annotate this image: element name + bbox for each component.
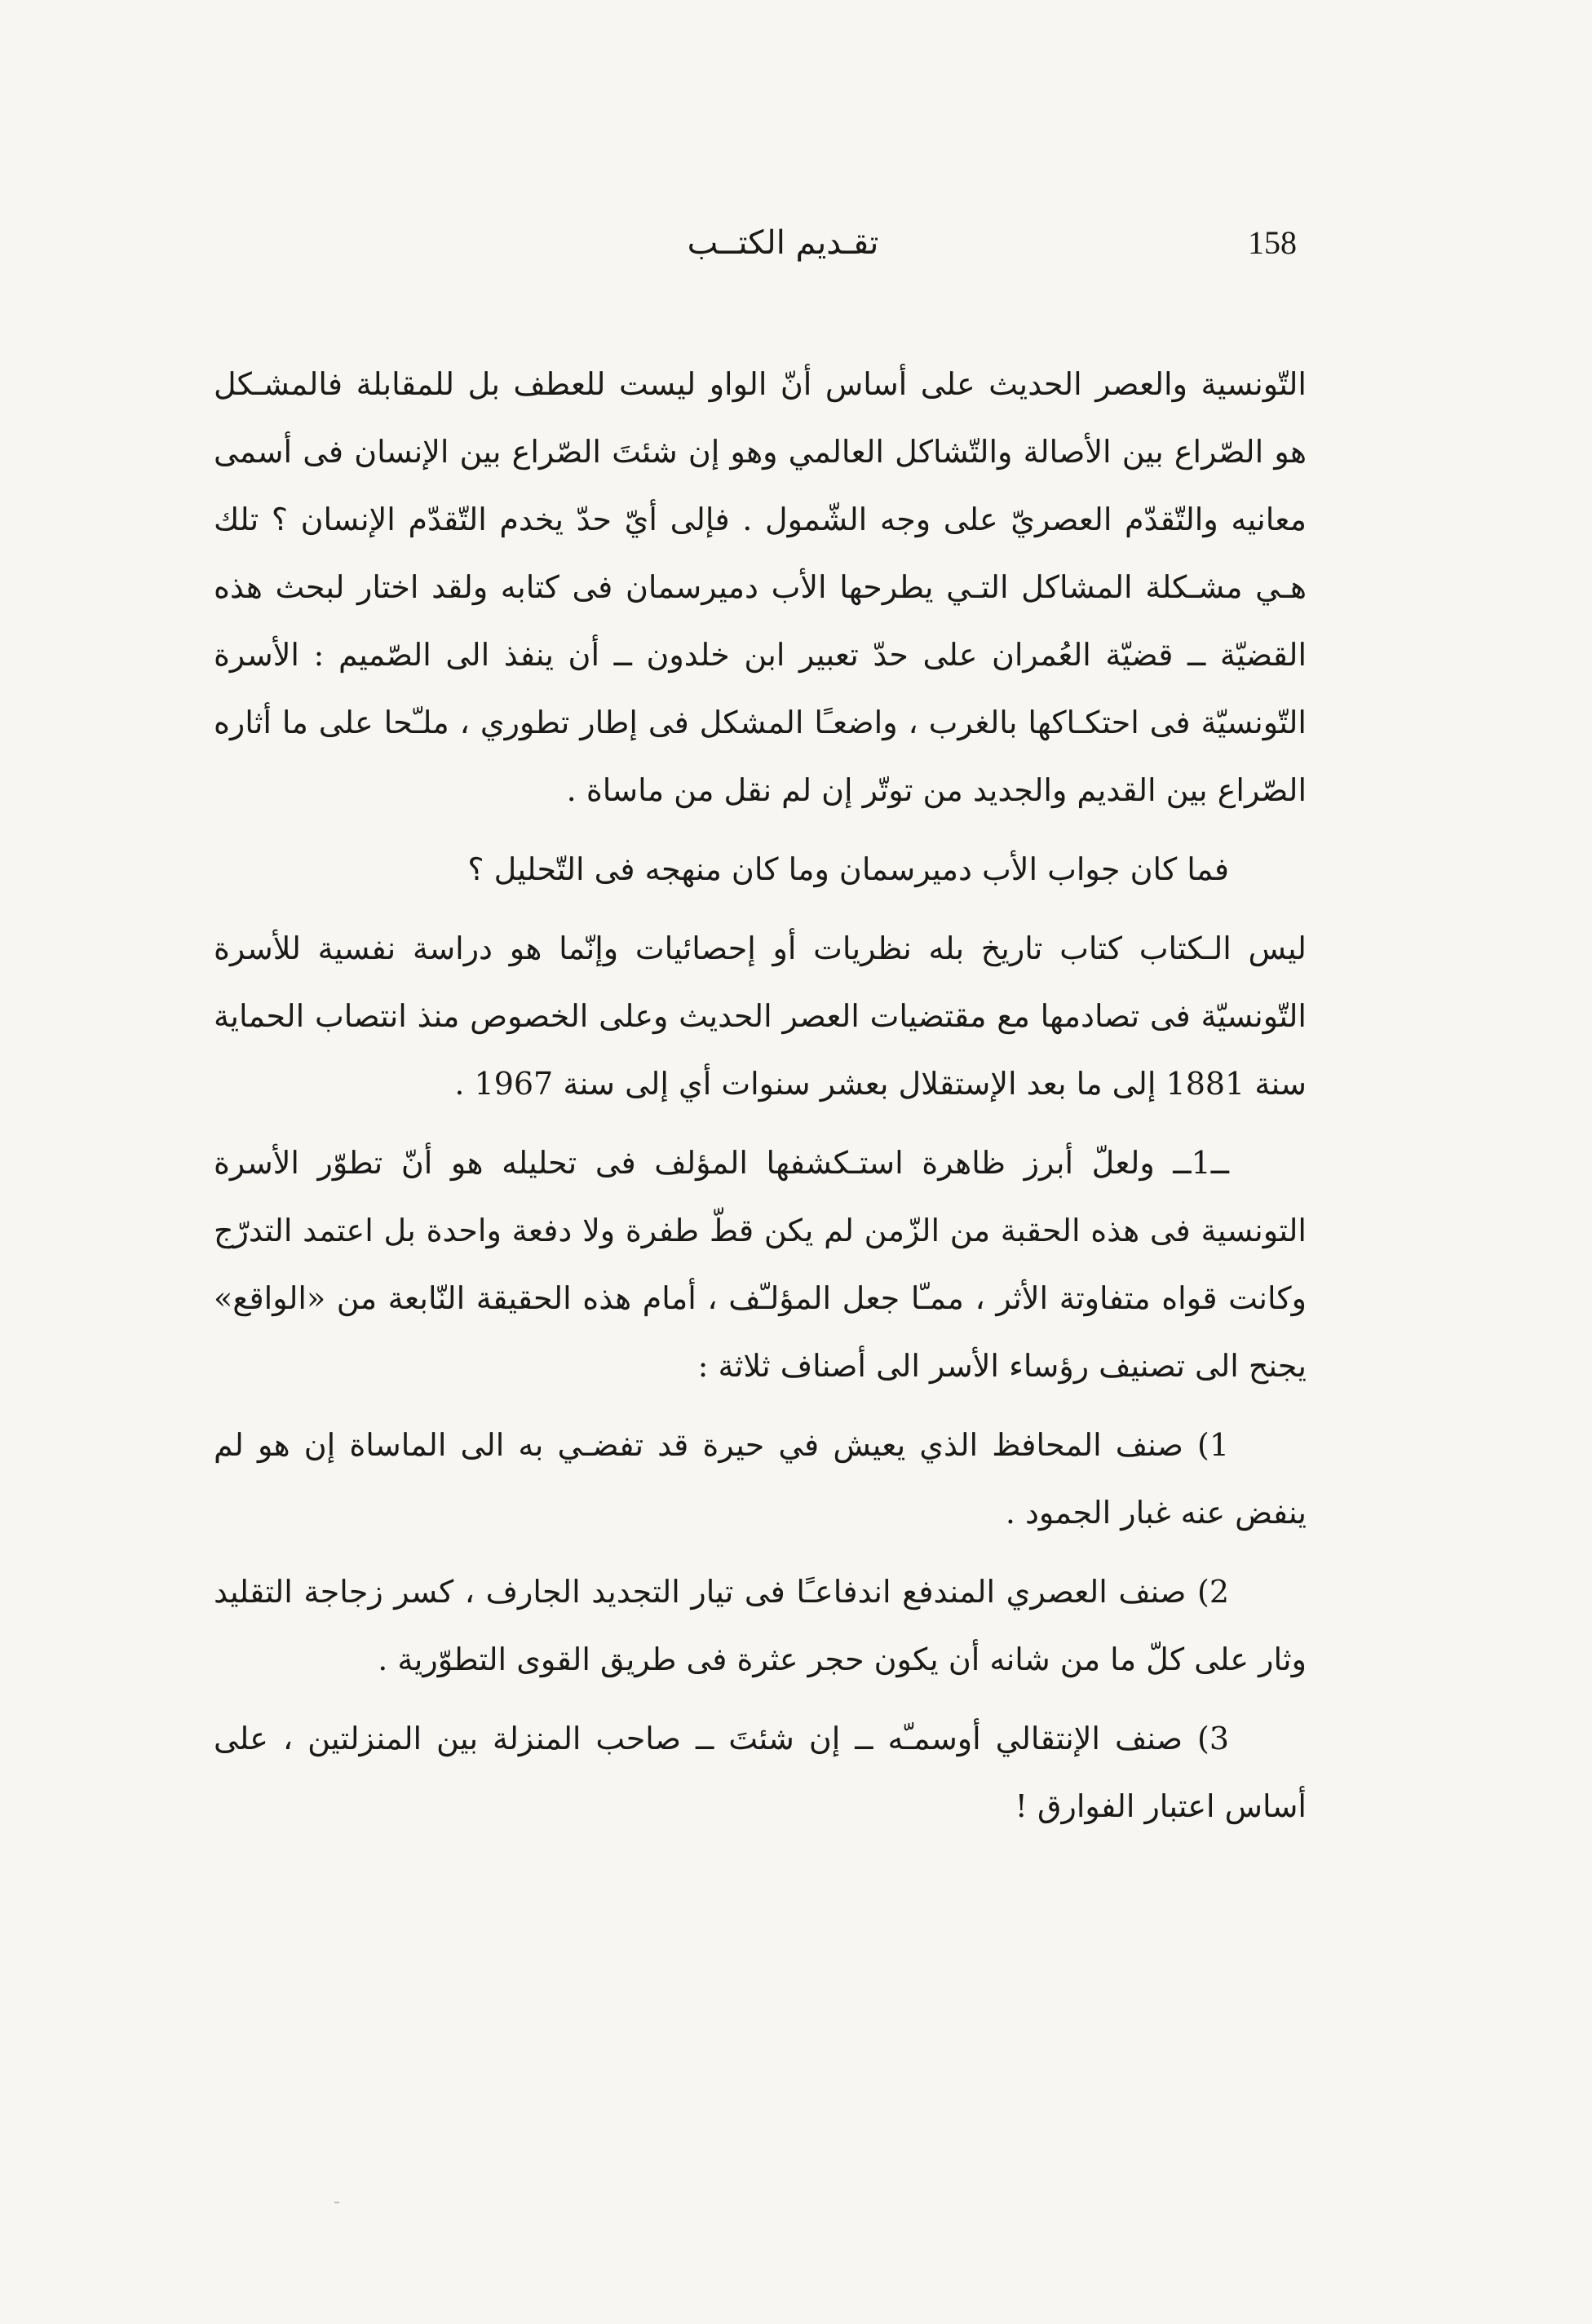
running-title: تقـديم الكتــب (687, 224, 879, 262)
list-item-3: 3) صنف الإنتقالي أوسمـّه ــ إن شئتَ ــ صاحب المنزلة بين المنزلتين ، على أساس اعتبار الفوارق ! (214, 1721, 1307, 1824)
page-header (204, 219, 1297, 276)
list-item-1: 1) صنف المحافظ الذي يعيش في حيرة قد تفضـي به الى الماساة إن هو لم ينفض عنه غبار الجمود . (214, 1427, 1307, 1531)
scan-speck (334, 2202, 339, 2203)
paragraph-4: ــ1ــ ولعلّ أبرز ظاهرة استـكشفها المؤلف فى تحليله هو أنّ تطوّر الأسرة التونسية فى هذه الحقبة من الزّمن لم يكن قطّ طفرة ولا دفعة واحدة بل اعتمد التدرّج وكانت قواه متفاوتة الأثر ، ممـّا جعل المؤلـّف ، أمام هذه الحقيقة النّابعة من «الواقع» يجنح الى تصنيف رؤساء الأسر الى أصناف ثلاثة : (214, 1145, 1307, 1384)
list-item-2: 2) صنف العصري المندفع اندفاعـًا فى تيار التجديد الجارف ، كسر زجاجة التقليد وثار على كلّ ما من شانه أن يكون حجر عثرة فى طريق القوى التطوّرية . (214, 1574, 1307, 1677)
paragraph-3: ليس الـكتاب كتاب تاريخ بله نظريات أو إحصائيات وإنّما هو دراسة نفسية للأسرة التّونسيّة فى تصادمها مع مقتضيات العصر الحديث وعلى الخصوص منذ انتصاب الحماية سنة 1881 إلى ما بعد الإستقلال بعشر سنوات أي إلى سنة 1967 . (214, 930, 1307, 1102)
paragraph-1: التّونسية والعصر الحديث على أساس أنّ الواو ليست للعطف بل للمقابلة فالمشـكل هو الصّراع بين الأصالة والتّشاكل العالمي وهو إن شئتَ الصّراع بين الإنسان فى أسمى معانيه والتّقدّم العصريّ على وجه الشّمول . فإلى أيّ حدّ يخدم التّقدّم الإنسان ؟ تلك هـي مشـكلة المشاكل التـي يطرحها الأب دميرسمان فى كتابه ولقد اختار لبحث هذه القضيّة ــ قضيّة العُمران على حدّ تعبير ابن خلدون ــ أن ينفذ الى الصّميم : الأسرة التّونسيّة فى احتكـاكها بالغرب ، واضعـًا المشكل فى إطار تطوري ، ملـّحا على ما أثاره الصّراع بين القديم والجديد من توتّر إن لم نقل من ماساة . (214, 366, 1307, 808)
body-text (214, 351, 1307, 1852)
paragraph-2: فما كان جواب الأب دميرسمان وما كان منهجه فى التّحليل ؟ (467, 851, 1229, 887)
page-number: 158 (1248, 224, 1297, 261)
